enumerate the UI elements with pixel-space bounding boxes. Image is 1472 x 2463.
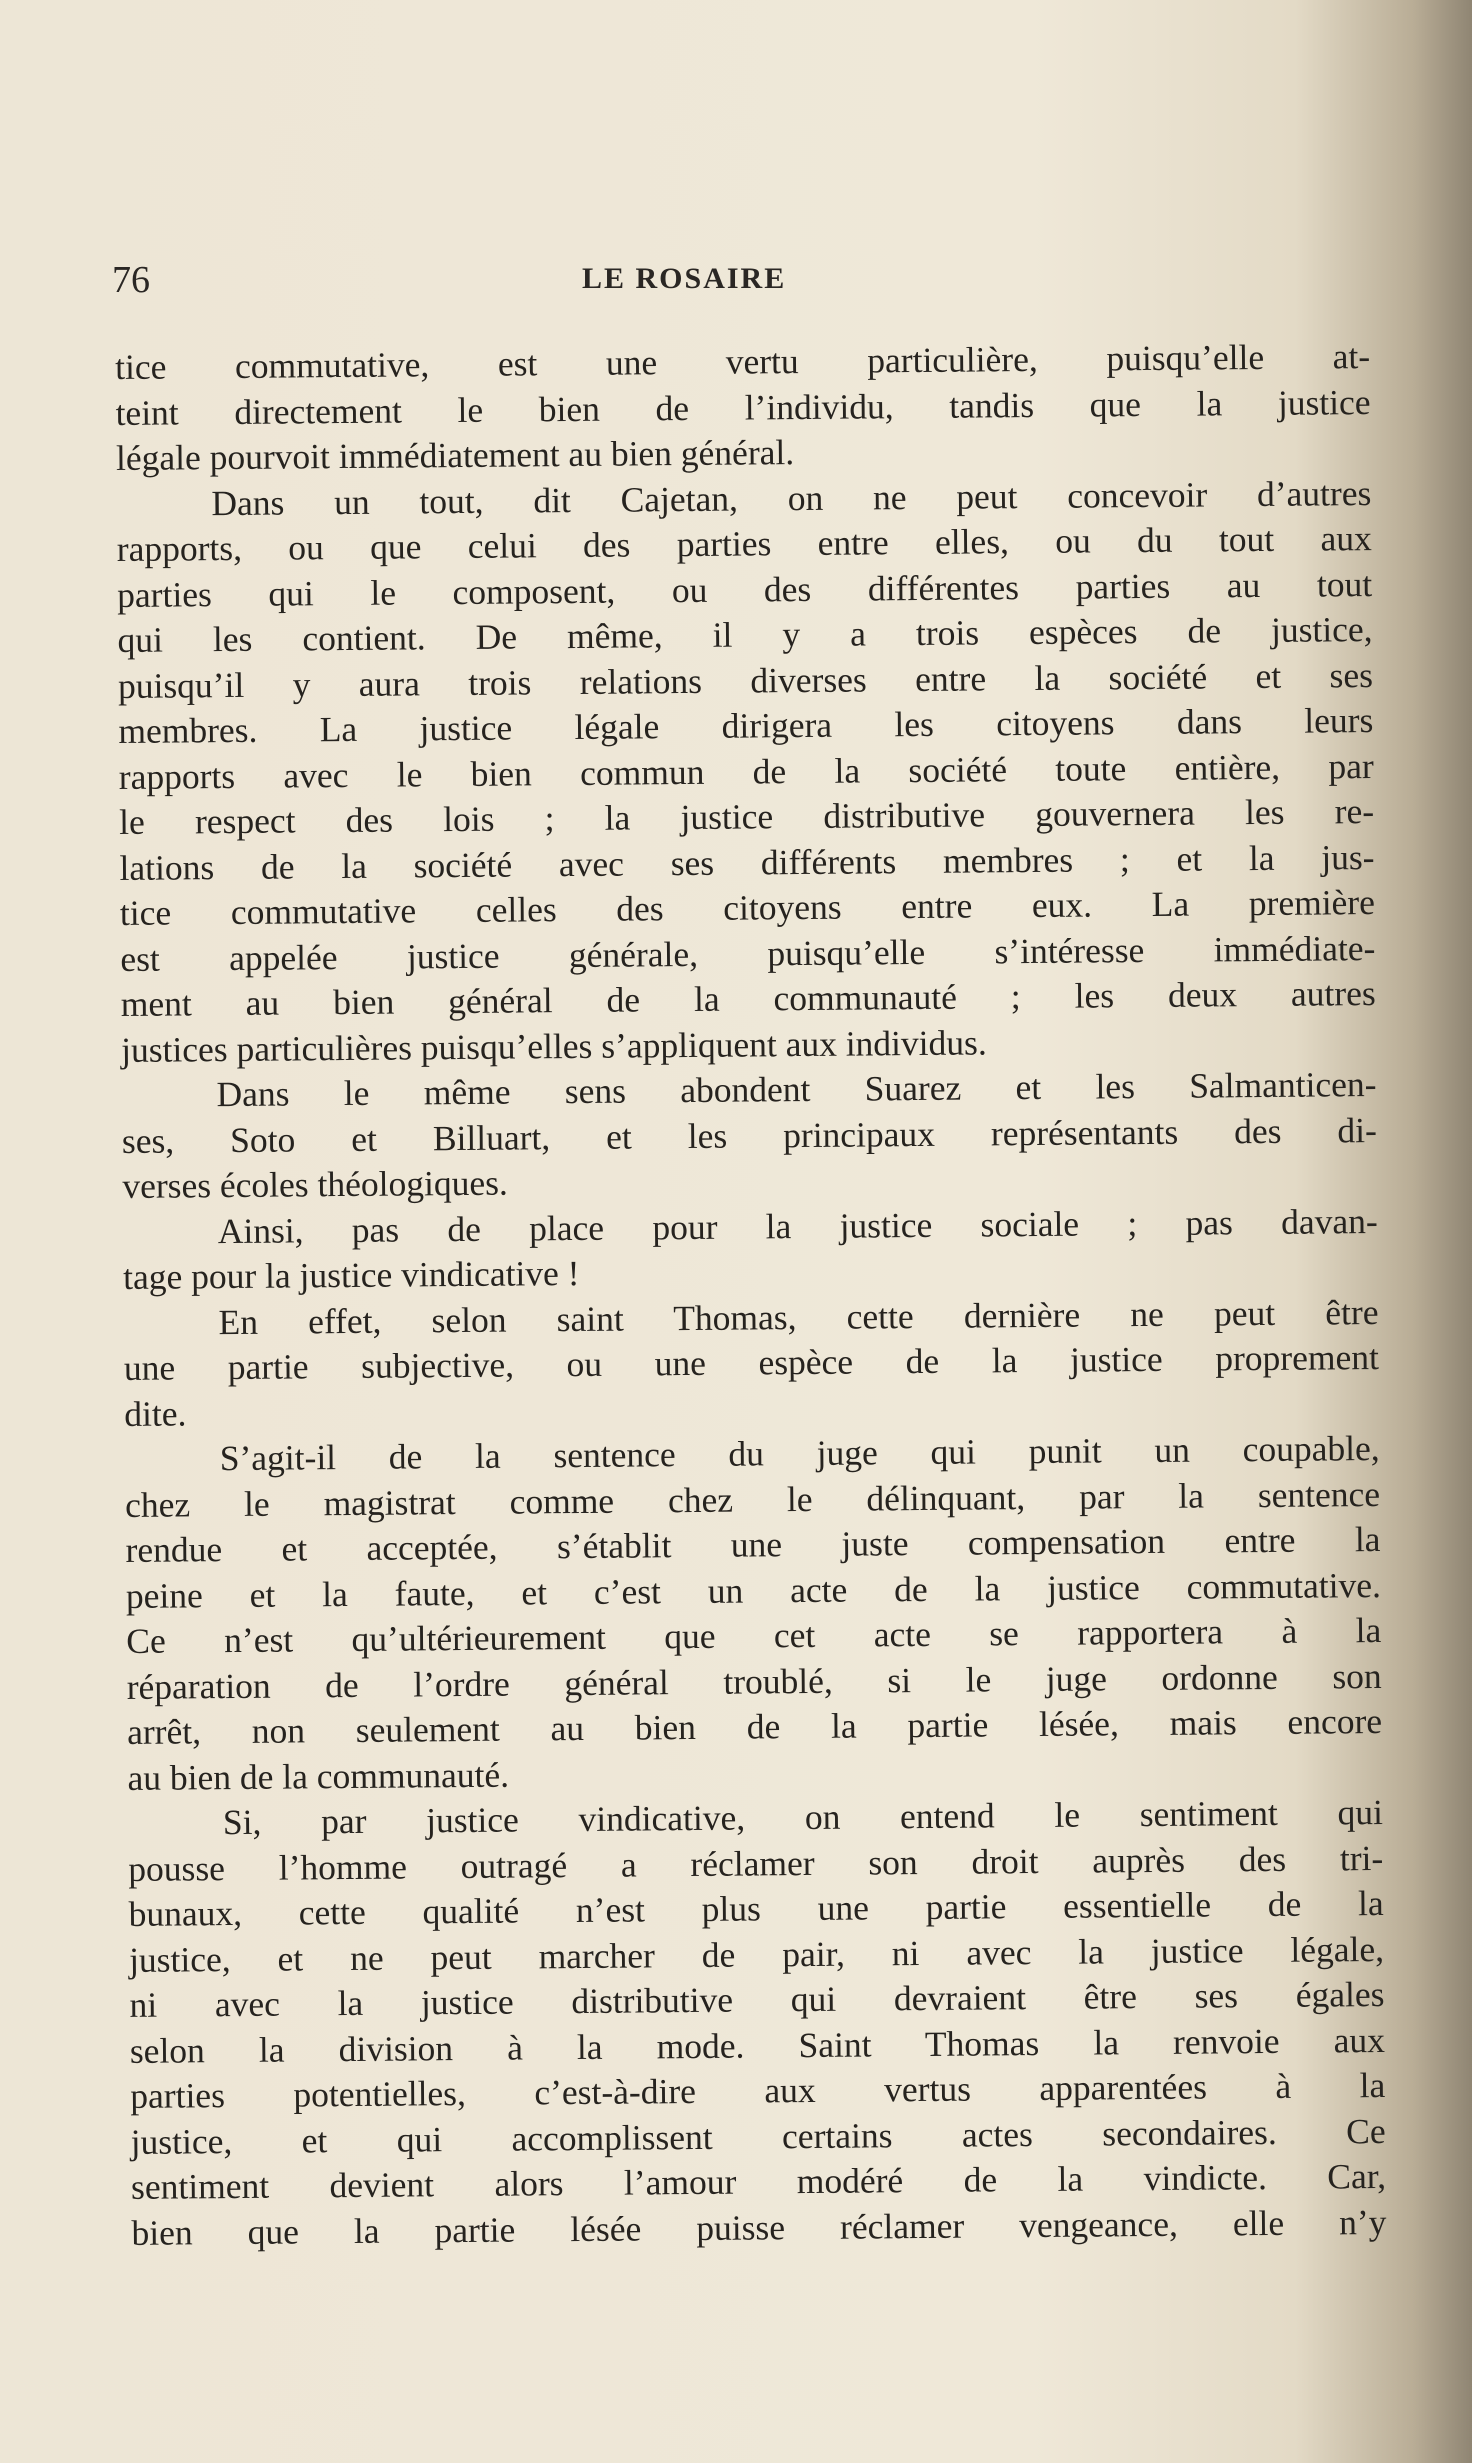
page-header — [112, 258, 1352, 302]
text-line: puisqu’il y aura trois relations diverses entre la société et ses — [117, 654, 1374, 706]
text-line: parties qui le composent, ou des différentes parties au tout — [117, 563, 1373, 615]
text-line: réparation de l’ordre général troublé, si le juge ordonne son — [126, 1655, 1382, 1707]
text-line: au bien de la communauté. — [127, 1754, 510, 1798]
text-line: justice, et qui accomplissent certains actes secondaires. Ce — [130, 2110, 1386, 2162]
text-line: tage pour la justice vindicative ! — [122, 1252, 580, 1297]
text-line: Si, par justice vindicative, on entend le sentiment qui — [222, 1791, 1384, 1843]
text-line: rapports avec le bien commun de la société toute entière, par — [118, 745, 1374, 797]
text-line: légale pourvoit immédiatement au bien général. — [115, 432, 795, 478]
text-line: tice commutative, est une vertu particulière, puisqu’elle at- — [115, 336, 1371, 387]
text-line: S’agit-il de la sentence du juge qui punit un coupable, — [219, 1428, 1380, 1479]
text-line: dite. — [124, 1392, 187, 1434]
text-line: selon la division à la mode. Saint Thomas la renvoie aux — [129, 2019, 1386, 2071]
text-line: parties potentielles, c’est-à-dire aux vertus apparentées à la — [130, 2064, 1386, 2116]
text-line: sentiment devient alors l’amour modéré de la vindicte. Car, — [130, 2155, 1387, 2207]
running-title: LE ROSAIRE — [582, 262, 787, 295]
text-line: Dans un tout, dit Cajetan, on ne peut concevoir d’autres — [211, 472, 1372, 523]
text-line: rendue et acceptée, s’établit une juste compensation entre la — [125, 1519, 1381, 1570]
text-line: ment au bien général de la communauté ; les deux autres — [120, 973, 1376, 1024]
text-line: verses écoles théologiques. — [122, 1162, 508, 1206]
text-line: En effet, selon saint Thomas, cette dernière ne peut être — [218, 1291, 1379, 1342]
text-line: bunaux, cette qualité n’est plus une partie essentielle de la — [128, 1882, 1384, 1934]
text-line: est appelée justice générale, puisqu’elle s’intéresse immédiate- — [120, 927, 1376, 979]
text-line: qui les contient. De même, il y a trois espèces de justice, — [117, 609, 1373, 660]
text-line: arrêt, non seulement au bien de la partie lésée, mais encore — [126, 1700, 1383, 1752]
text-line: chez le magistrat comme chez le délinquant, par la sentence — [124, 1473, 1381, 1525]
text-line: bien que la partie lésée puisse réclamer vengeance, elle n’y — [131, 2201, 1387, 2253]
text-line: ses, Soto et Billuart, et les principaux représentants des di- — [121, 1109, 1378, 1161]
text-line: lations de la société avec ses différents membres ; et la jus- — [119, 836, 1375, 888]
text-line: justices particulières puisqu’elles s’appliquent aux individus. — [120, 1021, 987, 1070]
text-line: Ce n’est qu’ultérieurement que cet acte se rapportera à la — [126, 1609, 1382, 1661]
text-line: Ainsi, pas de place pour la justice sociale ; pas davan- — [217, 1200, 1378, 1251]
text-line: tice commutative celles des citoyens entre eux. La première — [119, 882, 1376, 933]
text-line: le respect des lois ; la justice distributive gouvernera les re- — [118, 791, 1375, 842]
text-line: teint directement le bien de l’individu, tandis que la justice — [115, 381, 1371, 433]
text-line: rapports, ou que celui des parties entre elles, ou du tout aux — [116, 518, 1372, 569]
text-line: peine et la faute, et c’est un acte de la justice commutative. — [125, 1564, 1382, 1616]
page-number: 76 — [112, 259, 150, 301]
text-line: justice, et ne peut marcher de pair, ni avec la justice légale, — [128, 1928, 1385, 1980]
text-line: ni avec la justice distributive qui devraient être ses égales — [129, 1973, 1385, 2025]
text-line: Dans le même sens abondent Suarez et les Salmanticen- — [216, 1064, 1377, 1115]
text-line: pousse l’homme outragé a réclamer son droit auprès des tri- — [128, 1837, 1384, 1889]
text-line: une partie subjective, ou une espèce de la justice proprement — [123, 1337, 1380, 1388]
body-text — [115, 334, 1387, 2256]
text-line: membres. La justice légale dirigera les citoyens dans leurs — [118, 700, 1374, 751]
